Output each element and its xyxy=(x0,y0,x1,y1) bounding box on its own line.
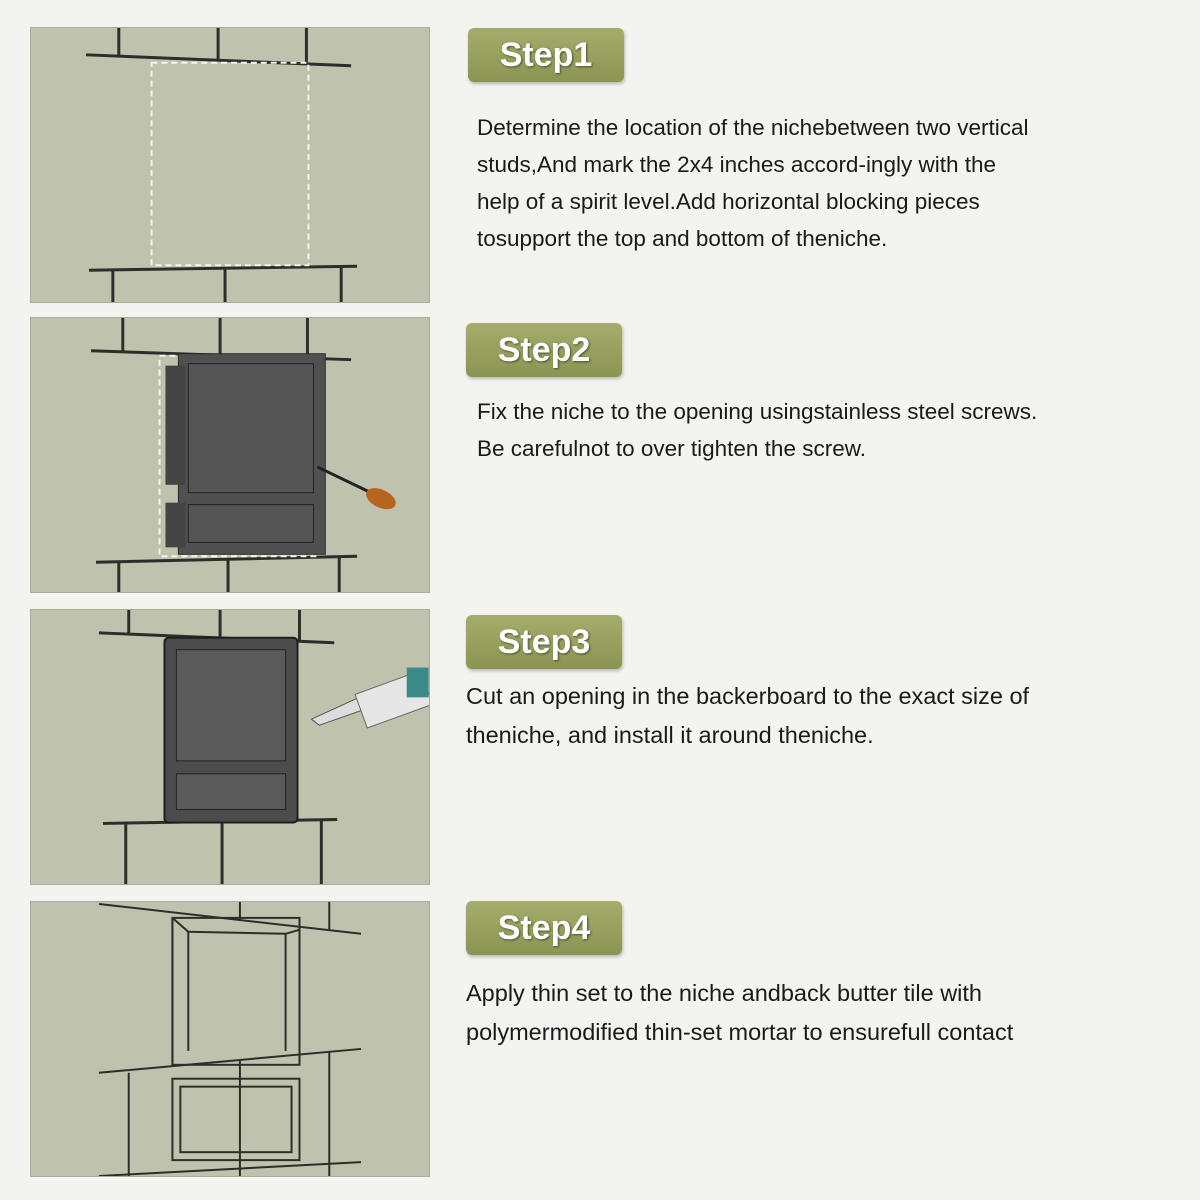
text-line: Cut an opening in the backerboard to the exact size of xyxy=(466,683,1030,709)
step1-description xyxy=(477,109,1029,257)
step4-illustration xyxy=(30,901,430,1177)
step2-description xyxy=(477,393,1037,467)
text-line: Determine the location of the nichebetween two vertical xyxy=(477,115,1029,140)
text-line: Apply thin set to the niche andback butter tile with xyxy=(466,980,983,1006)
text-line: tosupport the top and bottom of theniche. xyxy=(477,226,888,251)
step1-badge: Step1 xyxy=(468,28,624,82)
step2-illustration xyxy=(30,317,430,593)
step4-description xyxy=(466,974,1013,1052)
text-line: theniche, and install it around theniche. xyxy=(466,722,874,748)
step4-badge: Step4 xyxy=(466,901,622,955)
text-line: studs,And mark the 2x4 inches accord-ingly with the xyxy=(477,152,997,177)
text-line: Be carefulnot to over tighten the screw. xyxy=(477,436,866,461)
step2-badge: Step2 xyxy=(466,323,622,377)
step3-description xyxy=(466,677,1029,755)
step3-badge: Step3 xyxy=(466,615,622,669)
text-line: Fix the niche to the opening usingstainless steel screws. xyxy=(477,399,1038,424)
text-line: help of a spirit level.Add horizontal blocking pieces xyxy=(477,189,980,214)
step1-illustration xyxy=(30,27,430,303)
text-line: polymermodified thin-set mortar to ensurefull contact xyxy=(466,1019,1014,1045)
step3-illustration xyxy=(30,609,430,885)
